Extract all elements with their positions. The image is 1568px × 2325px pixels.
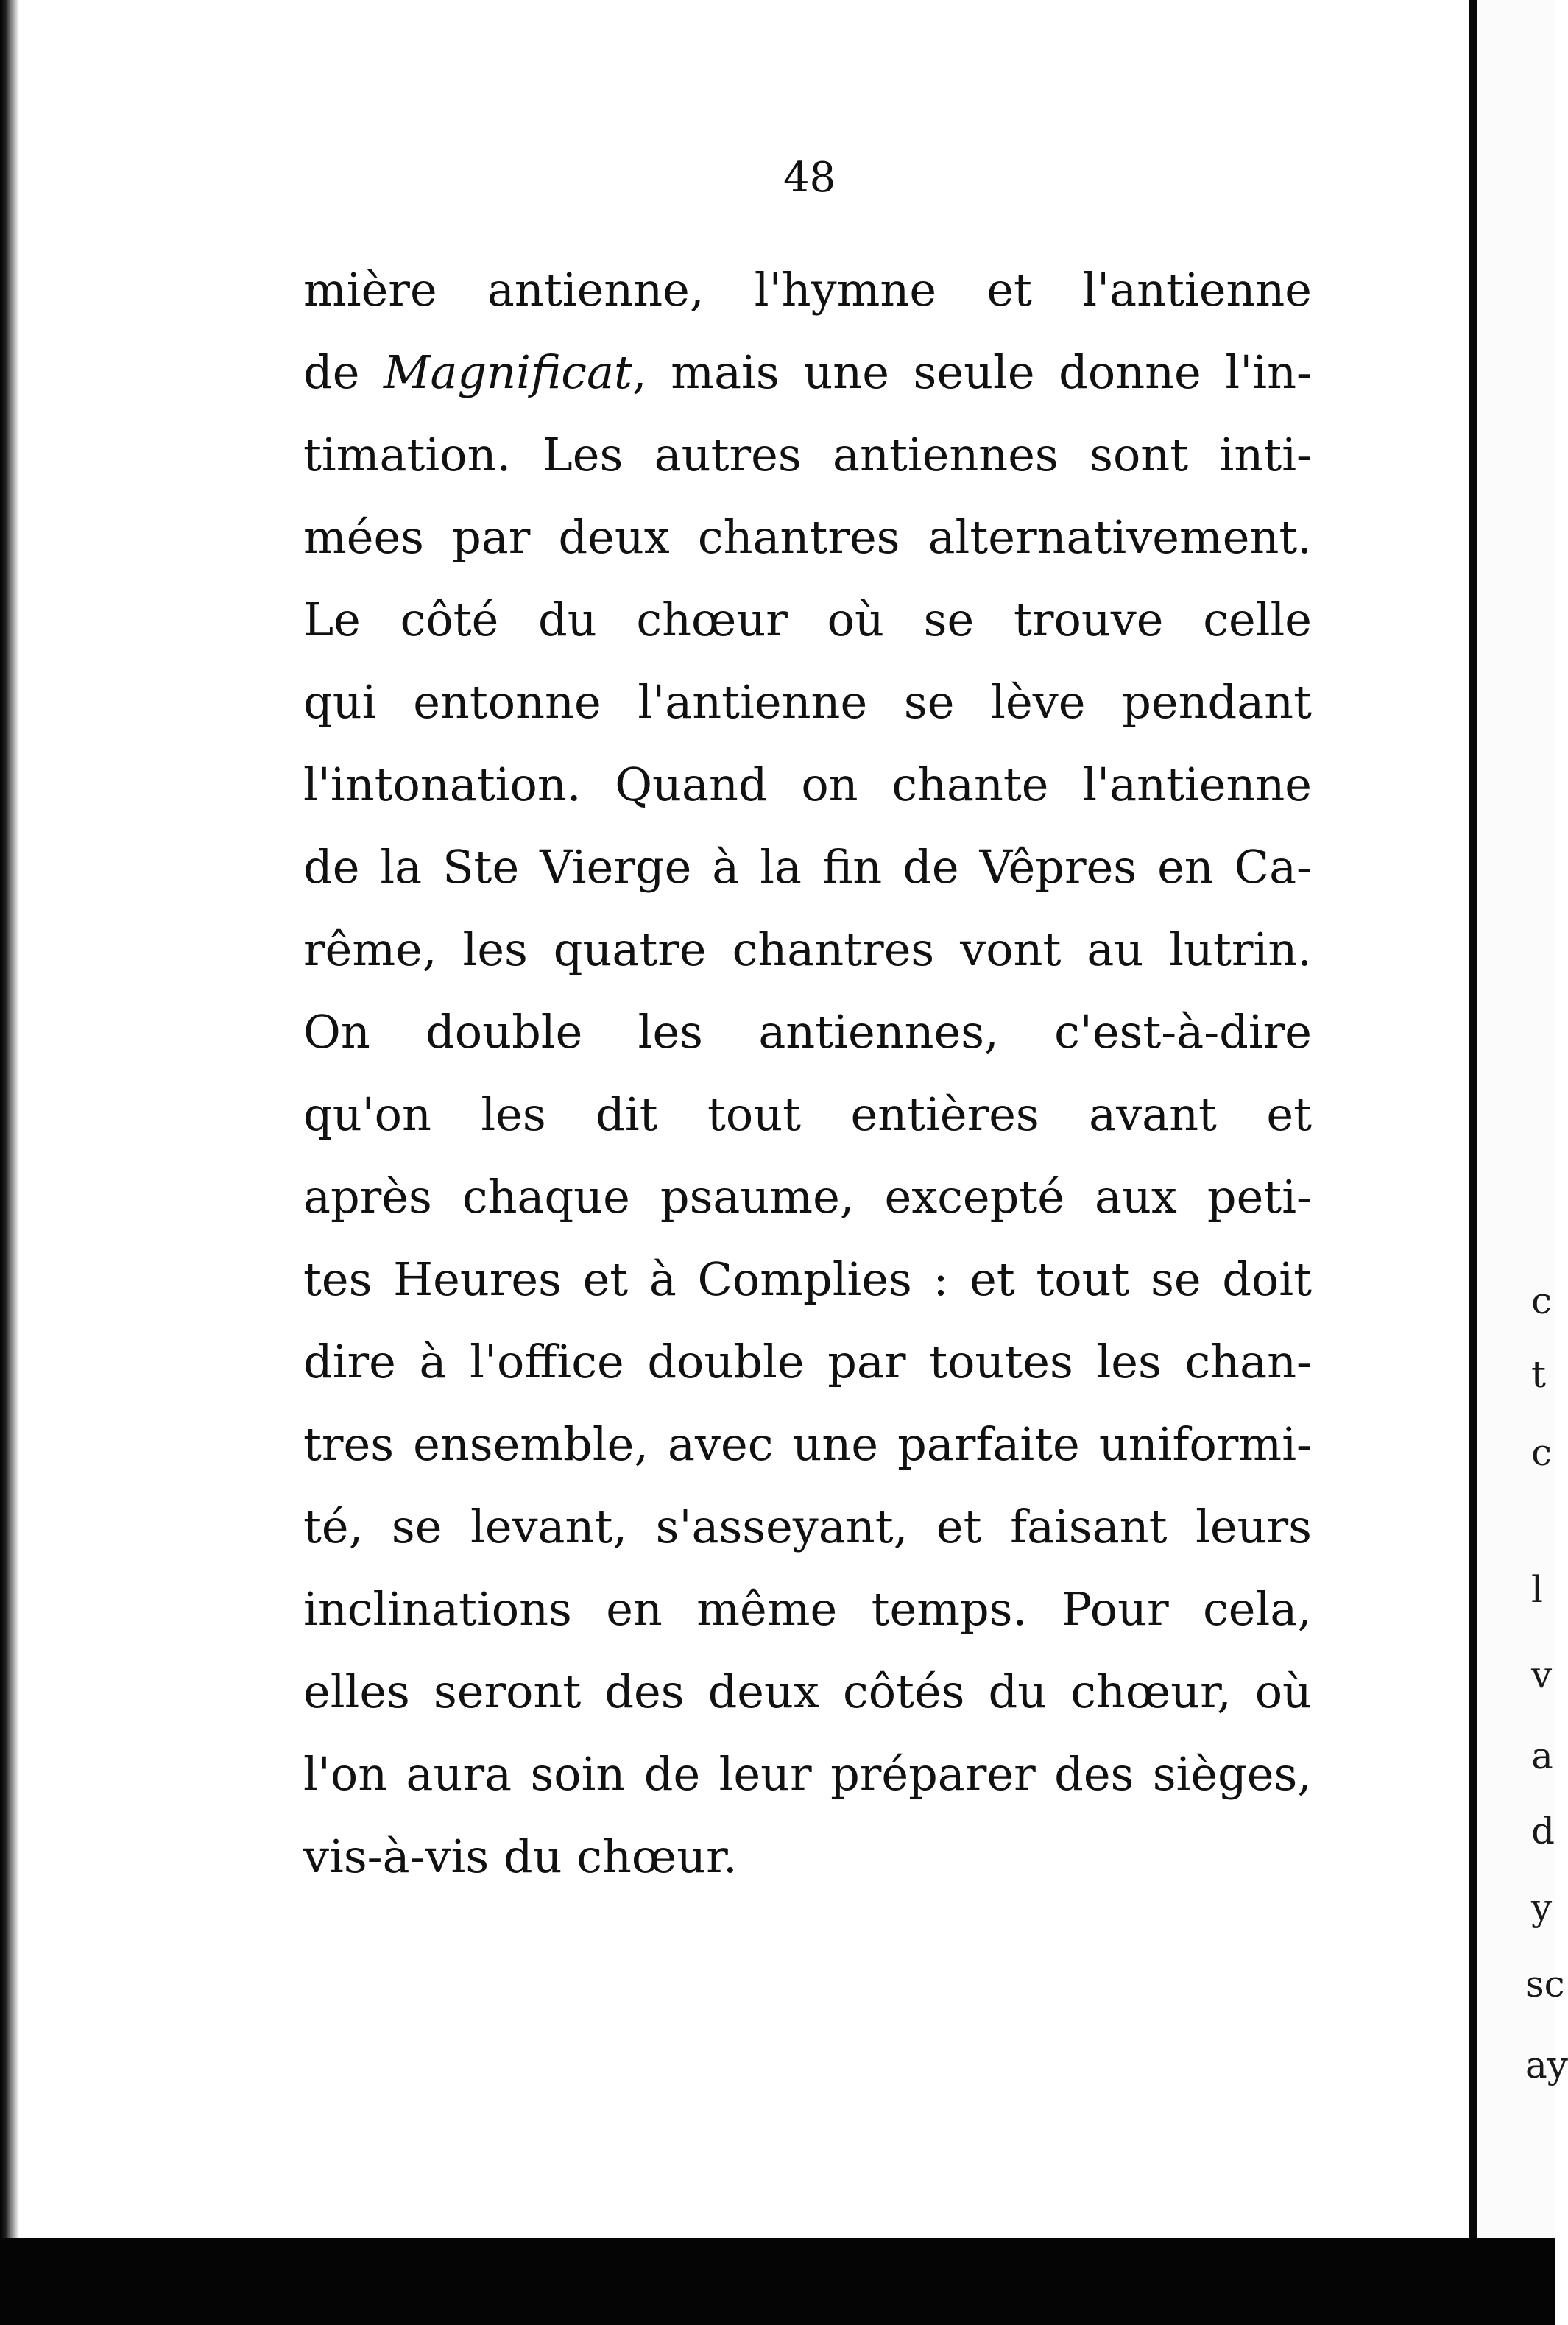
facing-page-letter: ay bbox=[1525, 2044, 1568, 2086]
page-edge-rule bbox=[1469, 0, 1477, 2238]
text-line: On double les antiennes, c'est-à-dire bbox=[303, 1005, 1312, 1059]
facing-page-letter: c bbox=[1531, 1431, 1553, 1474]
text-line: qui entonne l'antienne se lève pendant bbox=[303, 675, 1312, 729]
text-fragment: , mais une seule donne l'in- bbox=[632, 345, 1312, 399]
facing-page-letter: l bbox=[1531, 1568, 1543, 1611]
text-line bbox=[303, 331, 1312, 414]
text-line: rême, les quatre chantres vont au lutrin. bbox=[303, 922, 1312, 976]
facing-page-letter: v bbox=[1531, 1654, 1553, 1696]
text-line: dire à l'office double par toutes les chan- bbox=[303, 1335, 1312, 1389]
facing-page-letter: t bbox=[1531, 1353, 1547, 1396]
text-line: mées par deux chantres alternativement. bbox=[303, 510, 1312, 564]
text-line: l'on aura soin de leur préparer des sièges, bbox=[303, 1747, 1312, 1801]
page-number: 48 bbox=[783, 154, 836, 202]
text-line: vis-à-vis du chœur. bbox=[303, 1830, 738, 1883]
text-line: té, se levant, s'asseyant, et faisant leurs bbox=[303, 1500, 1312, 1553]
scan-bottom-band bbox=[0, 2238, 1555, 2325]
text-line: tres ensemble, avec une parfaite uniformi- bbox=[303, 1417, 1312, 1471]
text-line: mière antienne, l'hymne et l'antienne bbox=[303, 263, 1312, 317]
facing-page-letter: sc bbox=[1525, 1963, 1565, 2005]
book-binding-edge bbox=[0, 0, 19, 2325]
text-line: qu'on les dit tout entières avant et bbox=[303, 1087, 1312, 1141]
facing-page-letter: c bbox=[1531, 1280, 1553, 1322]
text-line: de la Ste Vierge à la fin de Vêpres en Ca- bbox=[303, 840, 1312, 894]
facing-page-letter: d bbox=[1531, 1810, 1555, 1852]
body-text bbox=[303, 249, 1312, 1898]
facing-page-letter: a bbox=[1531, 1735, 1553, 1777]
text-line: tes Heures et à Complies : et tout se doit bbox=[303, 1252, 1312, 1306]
text-line: après chaque psaume, excepté aux peti- bbox=[303, 1170, 1312, 1224]
facing-page-letter: y bbox=[1531, 1886, 1553, 1929]
text-line: Le côté du chœur où se trouve celle bbox=[303, 593, 1312, 646]
text-line: inclinations en même temps. Pour cela, bbox=[303, 1582, 1312, 1636]
text-line: timation. Les autres antiennes sont inti- bbox=[303, 428, 1312, 481]
text-fragment: de bbox=[303, 345, 384, 399]
italic-term: Magnificat bbox=[384, 345, 632, 399]
text-line: elles seront des deux côtés du chœur, où bbox=[303, 1665, 1312, 1718]
text-line: l'intonation. Quand on chante l'antienne bbox=[303, 758, 1312, 811]
